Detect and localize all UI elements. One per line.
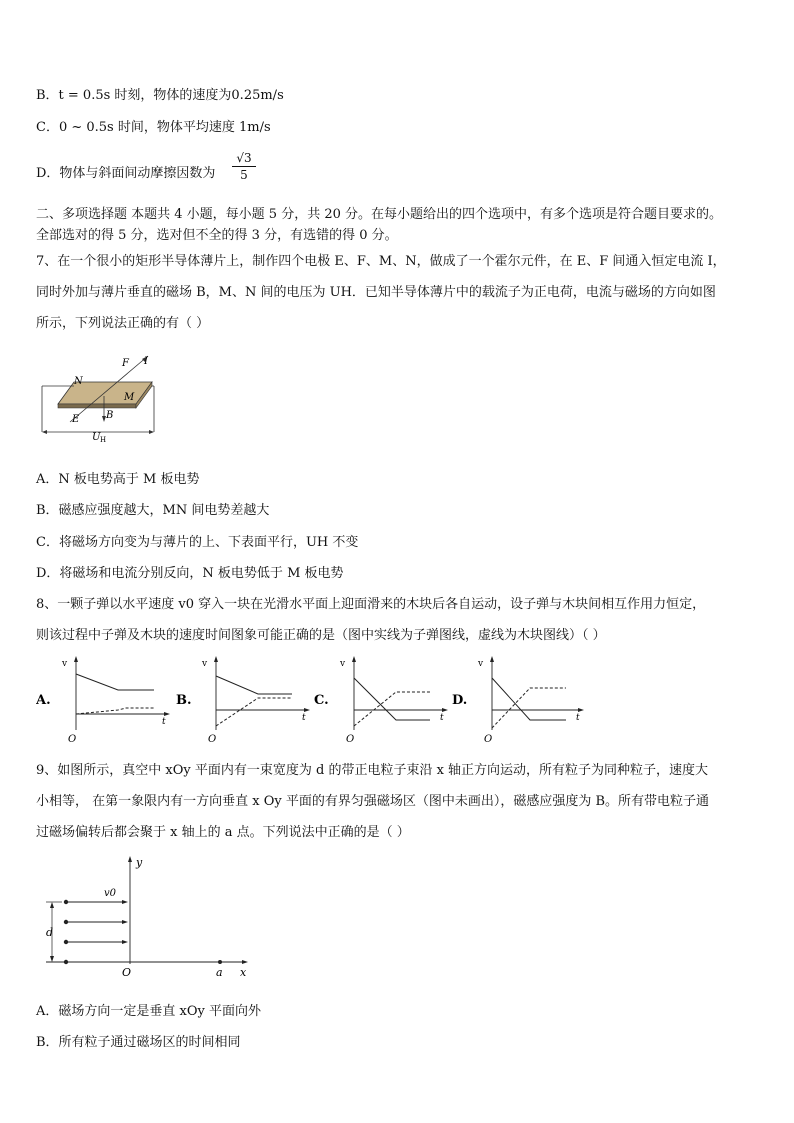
particle-4 — [64, 960, 68, 964]
q7-option-b: B．磁感应强度越大，MN 间电势差越大 — [36, 503, 270, 518]
q7-stem-line3: 所示，下列说法正确的有（ ） — [36, 316, 210, 331]
section2-heading-line1: 二、多项选择题 本题共 4 小题，每小题 5 分，共 20 分。在每小题给出的四个选项中，有多个选项是符合题目要求的。 — [36, 207, 723, 222]
graph-d-v-label: v — [478, 659, 484, 669]
graph-d-block-line — [492, 688, 566, 728]
beam-arrow-1 — [122, 900, 128, 904]
q8-stem-line1: 8、一颗子弹以水平速度 v0 穿入一块在光滑水平面上迎面滑来的木块后各自运动，设子弹与木块间相互作用力恒定， — [36, 597, 706, 612]
label-d: d — [46, 926, 54, 939]
label-u-sub: H — [100, 436, 107, 444]
graph-d-v-arrow — [490, 656, 494, 662]
graph-c-letter: C. — [314, 693, 329, 708]
graph-b-bullet-line — [216, 676, 292, 694]
q7-stem-line2: 同时外加与薄片垂直的磁场 B，M、N 间的电压为 UH．已知半导体薄片中的载流子为正电荷，电流与磁场的方向如图 — [36, 285, 716, 300]
graph-c-t-label: t — [440, 713, 444, 723]
q7-option-d: D．将磁场和电流分别反向，N 板电势低于 M 板电势 — [36, 566, 344, 581]
graph-b-t-arrow — [304, 708, 310, 712]
graph-a-bullet-line — [76, 674, 154, 690]
label-i: I — [144, 356, 148, 367]
graph-a-origin: O — [68, 734, 77, 745]
graph-a-v-arrow — [74, 656, 78, 662]
label-y: y — [136, 856, 143, 869]
graph-b-v-arrow — [214, 656, 218, 662]
option-d-prev-text: D．物体与斜面间动摩擦因数为 — [36, 166, 216, 181]
graph-b-t-label: t — [302, 713, 306, 723]
d-arrow-top — [50, 902, 54, 908]
graph-d-t-arrow — [578, 708, 584, 712]
slab-top — [58, 382, 152, 404]
particle-beam-figure — [36, 852, 266, 982]
hall-element-figure — [36, 352, 166, 444]
graph-a-t-label: t — [162, 717, 166, 727]
section2-heading-line2: 全部选对的得 5 分，选对但不全的得 3 分，有选错的得 0 分。 — [36, 228, 398, 243]
q9-stem-line3: 过磁场偏转后都会聚于 x 轴上的 a 点。下列说法中正确的是（ ） — [36, 825, 410, 840]
slab-front — [58, 404, 136, 408]
graph-c-t-arrow — [442, 708, 448, 712]
graph-b-v-label: v — [202, 659, 208, 669]
q9-option-a: A．磁场方向一定是垂直 xOy 平面向外 — [36, 1004, 261, 1019]
graph-a-letter: A. — [36, 693, 51, 708]
x-axis-arrow — [242, 960, 248, 964]
graph-a-block-line — [76, 708, 154, 714]
label-u: U — [92, 432, 101, 443]
graph-d-t-label: t — [576, 713, 580, 723]
fraction — [232, 150, 256, 183]
graph-c-v-arrow — [352, 656, 356, 662]
graph-c-v-label: v — [340, 659, 346, 669]
q8-graph-c — [314, 656, 448, 745]
graph-d-bullet-line — [492, 678, 566, 720]
uh-arrow-left — [42, 430, 47, 434]
q9-stem-line1: 9、如图所示，真空中 xOy 平面内有一束宽度为 d 的带正电粒子束沿 x 轴正方向运动，所有粒子为同种粒子，速度大 — [36, 763, 709, 778]
d-arrow-bottom — [50, 956, 54, 962]
label-a: a — [216, 966, 223, 979]
beam-arrow-3 — [122, 940, 128, 944]
q8-graph-b — [176, 656, 310, 745]
q9-stem-line2: 小相等， 在第一象限内有一方向垂直 x Oy 平面的有界匀强磁场区（图中未画出），磁感应强度为 B。所有带电粒子通 — [36, 794, 710, 809]
label-v0: v0 — [104, 888, 117, 899]
option-b-prev: B．t = 0.5s 时刻，物体的速度为0.25m/s — [36, 88, 284, 103]
y-axis-arrow — [128, 856, 132, 862]
uh-arrow-right — [149, 430, 154, 434]
q9-option-b: B．所有粒子通过磁场区的时间相同 — [36, 1035, 241, 1050]
particle-3 — [64, 940, 68, 944]
q8-graph-d — [452, 656, 584, 745]
option-d-prev — [36, 162, 215, 181]
label-o: O — [122, 966, 132, 979]
q8-graphs — [36, 652, 596, 746]
fraction-numerator: √3 — [232, 150, 256, 167]
q7-option-a: A．N 板电势高于 M 板电势 — [36, 472, 200, 487]
graph-c-origin: O — [346, 734, 355, 745]
label-m: M — [124, 392, 135, 403]
graph-d-origin: O — [484, 734, 493, 745]
label-x: x — [240, 966, 247, 979]
q8-stem-line2: 则该过程中子弹及木块的速度时间图象可能正确的是（图中实线为子弹图线，虚线为木块图线）（ ） — [36, 628, 606, 643]
label-b: B — [106, 410, 114, 421]
label-f: F — [122, 358, 129, 369]
graph-b-origin: O — [208, 734, 217, 745]
graph-b-letter: B. — [176, 693, 192, 708]
graph-c-block-line — [354, 692, 430, 726]
option-c-prev: C．0 ~ 0.5s 时间，物体平均速度 1m/s — [36, 120, 271, 135]
graph-b-block-line — [216, 698, 292, 726]
label-e: E — [72, 414, 80, 425]
fraction-denominator: 5 — [240, 168, 248, 182]
graph-c-bullet-line — [354, 678, 430, 720]
particle-2 — [64, 920, 68, 924]
q7-stem-line1: 7、在一个很小的矩形半导体薄片上，制作四个电极 E、F、M、N，做成了一个霍尔元件，在 E、F 间通入恒定电流 I， — [36, 254, 726, 269]
beam-arrow-2 — [122, 920, 128, 924]
graph-d-letter: D. — [452, 693, 468, 708]
particle-1 — [64, 900, 68, 904]
graph-a-v-label: v — [62, 659, 68, 669]
point-a — [218, 960, 222, 964]
label-n: N — [74, 376, 83, 387]
q7-option-c: C．将磁场方向变为与薄片的上、下表面平行，UH 不变 — [36, 535, 359, 550]
graph-a-t-arrow — [164, 712, 170, 716]
q8-graph-a — [36, 656, 170, 745]
